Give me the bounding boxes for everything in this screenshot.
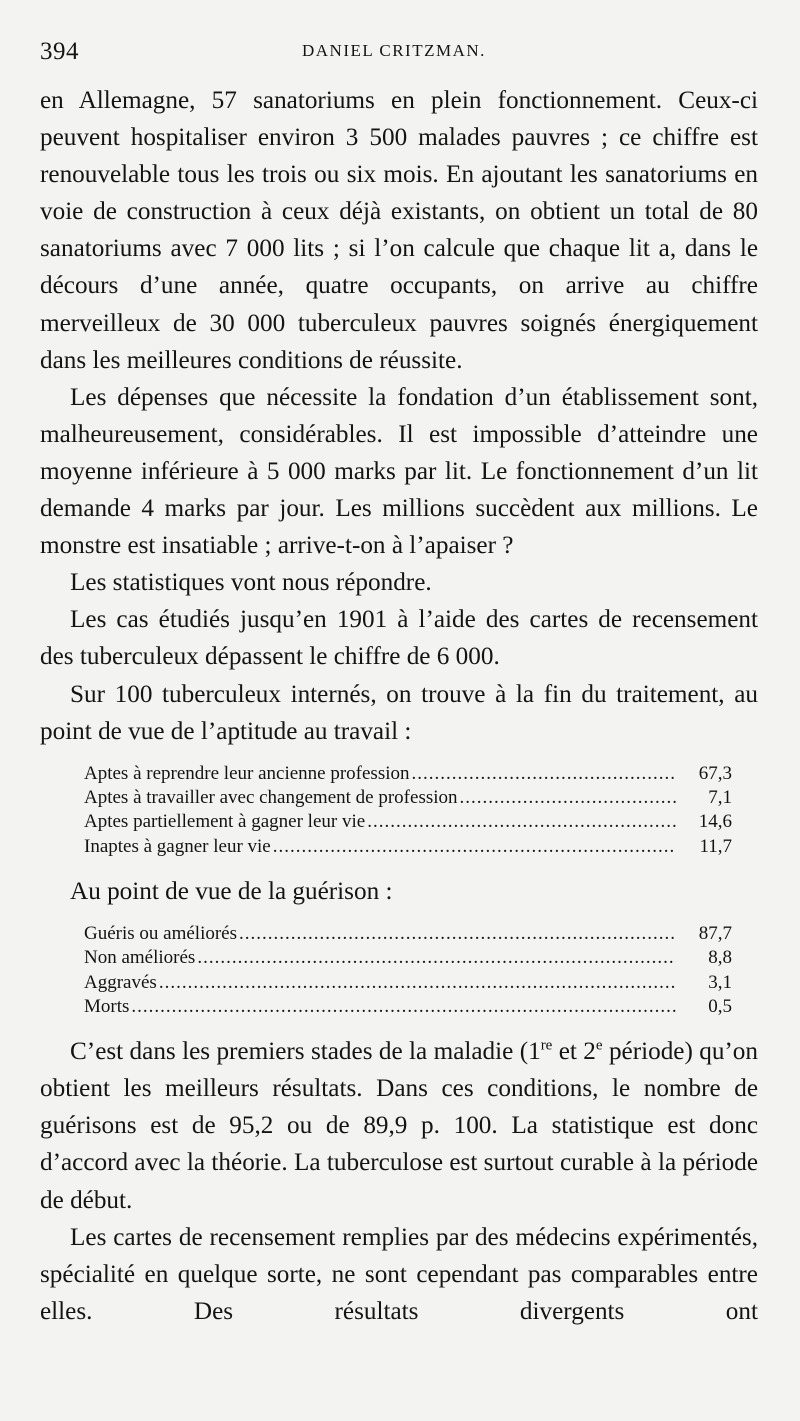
paragraph-work-aptitude: Sur 100 tuberculeux internés, on trouve à la fin du traitement, au point de vue de l’aptitude au travail : [40,680,758,745]
table-row-value: 67,3 [698,762,732,784]
table-row-label: Aggravés [84,971,157,993]
superscript: re [540,1037,553,1054]
page-number: 394 [40,38,79,65]
paragraph-sanatoriums: en Allemagne, 57 sanatoriums en plein fonctionnement. Ceux-ci peuvent hospitaliser environ 3 500 malades pauvres ; ce chiffre est renouvelable tous les trois ou six mois. En ajoutant les sanatoriums en voie de construction à ceux déjà existants, on obtient un total de 80 sanatoriums avec 7 000 lits ; si l’on calcule que chaque lit a, dans le décours d’une année, quatre occupants, on arrive au chiffre merveilleux de 30 000 tuberculeux pauvres soignés énergiquement dans les meilleures conditions de réussite. [40,87,758,374]
text-segment: période) qu’on obtient les meilleurs résultats. Dans ces conditions, le nombre de guérisons est de 95,2 ou de 89,9 p. 100. La statistique est donc d’accord avec la théorie. La tuberculose est surtout curable à la période de début. [40,1038,758,1214]
table-row-value: 11,7 [699,835,732,857]
paragraph-census-cards: Les cartes de recensement remplies par des médecins expérimentés, spécialité en quelque sorte, ne sont cependant pas comparables entre elles. Des résultats divergents ont [40,1223,758,1325]
table-row-value: 87,7 [698,922,732,944]
table-row [84,835,732,859]
dot-leader [131,995,676,1019]
table-row-value: 3,1 [708,971,732,993]
table-row-value: 0,5 [708,995,732,1017]
dot-leader [367,810,676,834]
table-row-label: Guéris ou améliorés [84,922,238,944]
dot-leader [412,762,677,786]
table-row [84,786,732,810]
paragraph-cure-heading: Au point de vue de la guérison : [70,877,393,905]
table-row [84,995,732,1019]
table-row [84,971,732,995]
paragraph-early-stages [40,1033,758,1218]
text-segment: et 2 [552,1038,596,1066]
table-row [84,946,732,970]
dot-leader [159,971,676,995]
table-row [84,762,732,786]
dot-leader [273,835,676,859]
table-row-label: Aptes à travailler avec changement de profession [84,786,458,808]
table-row-label: Aptes partiellement à gagner leur vie [84,811,366,833]
table-row-label: Inaptes à gagner leur vie [84,835,271,857]
table-row-label: Morts [84,995,130,1017]
work-aptitude-table [40,762,758,859]
dot-leader [197,946,676,970]
paragraph-statistics-intro: Les statistiques vont nous répondre. [70,569,432,597]
body-text [40,82,758,750]
table-row-value: 8,8 [708,947,732,969]
running-head: DANIEL CRITZMAN. [302,41,486,60]
table-row-value: 14,6 [698,811,732,833]
table-row-label: Non améliorés [84,947,196,969]
body-text-continued [40,1033,758,1330]
table-row [84,810,732,834]
cure-results-table [40,922,758,1019]
page-header [40,38,758,82]
table-row-label: Aptes à reprendre leur ancienne profession [84,762,410,784]
superscript: e [595,1037,603,1054]
paragraph-cases-studied: Les cas étudiés jusqu’en 1901 à l’aide des cartes de recensement des tuberculeux dépassent le chiffre de 6 000. [40,606,758,671]
paragraph-costs: Les dépenses que nécessite la fondation d’un établissement sont, malheureusement, considérables. Il est impossible d’atteindre une moyenne inférieure à 5 000 marks par lit. Le fonctionnement d’un lit demande 4 marks par jour. Les millions succèdent aux millions. Le monstre est insatiable ; arrive-t-on à l’apaiser ? [40,383,758,560]
dot-leader [460,786,676,810]
table-row-value: 7,1 [708,786,732,808]
dot-leader [239,922,676,946]
table-row [84,922,732,946]
text-segment: C’est dans les premiers stades de la maladie (1 [70,1038,541,1066]
